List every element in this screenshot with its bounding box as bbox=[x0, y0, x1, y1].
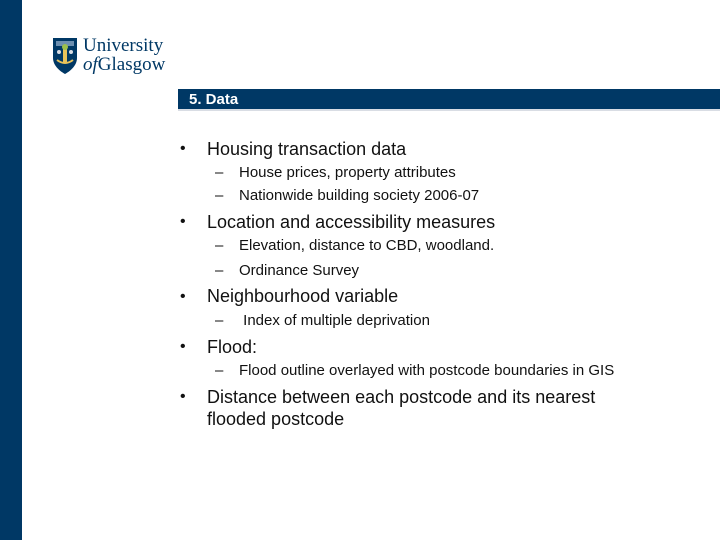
bullet-marker: • bbox=[180, 213, 186, 230]
bullet-text: Housing transaction data bbox=[207, 139, 407, 159]
wordmark-of: of bbox=[83, 54, 98, 75]
bullet-text: Location and accessibility measures bbox=[207, 212, 496, 232]
sub-bullet-marker: – bbox=[215, 187, 224, 204]
bullet-text: Neighbourhood variable bbox=[207, 286, 399, 306]
sub-bullet-marker: – bbox=[215, 312, 224, 329]
bullet-marker: • bbox=[180, 388, 186, 405]
sub-bullet-marker: – bbox=[215, 262, 224, 279]
bullet-marker: • bbox=[180, 140, 186, 157]
slide-title: 5. Data bbox=[189, 91, 239, 108]
sub-bullet-text: Nationwide building society 2006-07 bbox=[239, 187, 480, 204]
wordmark-glasgow: Glasgow bbox=[97, 54, 166, 75]
sub-bullet-text: Elevation, distance to CBD, woodland. bbox=[239, 237, 495, 254]
sub-bullet-marker: – bbox=[215, 362, 224, 379]
bullet-marker: • bbox=[180, 338, 186, 355]
sub-bullet-text: Index of multiple deprivation bbox=[239, 312, 430, 329]
bullet-text: Flood: bbox=[207, 337, 258, 357]
bullet-text-line1: Distance between each postcode and its nearest bbox=[207, 387, 596, 407]
sub-bullet-text: House prices, property attributes bbox=[239, 164, 456, 181]
sub-bullet-text: Ordinance Survey bbox=[239, 262, 360, 279]
wordmark-line1: University bbox=[83, 35, 164, 56]
bullet-text-line2: flooded postcode bbox=[207, 409, 345, 429]
sub-bullet-marker: – bbox=[215, 164, 224, 181]
sub-bullet-marker: – bbox=[215, 237, 224, 254]
bullet-marker: • bbox=[180, 288, 186, 305]
sub-bullet-text: Flood outline overlayed with postcode boundaries in GIS bbox=[239, 362, 615, 379]
